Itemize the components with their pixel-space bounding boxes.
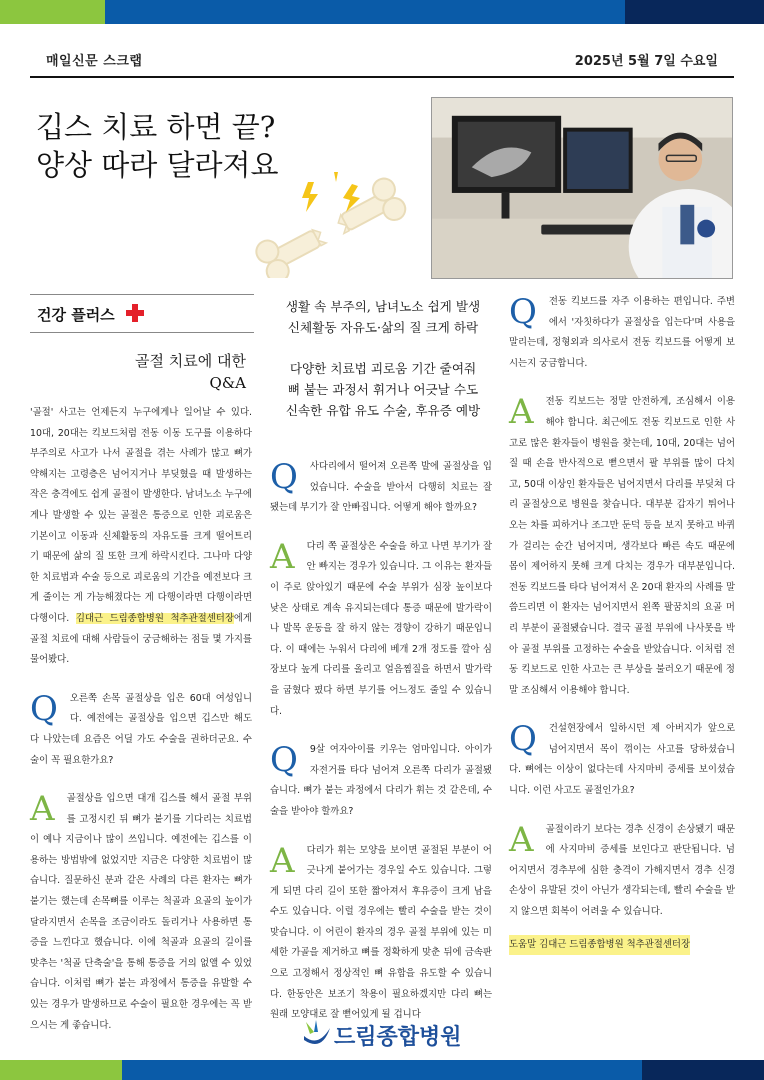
question-1 [30,689,252,771]
expert-credit: 도움말 김대근 드림종합병원 척추관절센터장 [509,935,690,956]
doctor-photo [431,97,733,279]
section-label: 건강 플러스 [37,306,115,324]
subheadline: 다양한 치료법 괴로움 기간 줄여줘 [289,361,477,376]
q-letter: Q [270,457,298,497]
header-divider [30,76,734,78]
answer-text: 골절상을 입으면 대개 깁스를 해서 골절 부위를 고정시킨 뒤 뼈가 붙기를 기다리는 치료법이 예나 지금이나 많이 쓰입니다. 예전에는 깁스를 이용하는 방법밖에 없었지만 지금은 다양한 치료법이 많습니다. 질문하신 분과 같은 사례의 다른 환자는 뼈가 붙기는 했는데 손목뼈를 이루는 척골과 요골의 높이가 달라지면서 손목을 조금이라도 돌리거나 사용하면 통증을 느낀다고 했습니다. 이에 척골과 요골의 길이를 맞추는 '척골 단축술'을 통해 통증을 거의 없앨 수 있었습니다. 이처럼 뼈가 붙는 과정에서 통증을 유발할 수 있는 경우가 발생하므로 수술이 필요한 경우에는 꼭 받으시는 게 좋습니다. [30,793,252,1031]
red-cross-icon [126,304,144,322]
answer-5 [509,820,735,923]
intro-text: '골절' 사고는 언제든지 누구에게나 일어날 수 있다. 10대, 20대는 킥보드처럼 전동 이동 도구를 이용하다 부주의로 사고가 나서 골절을 겪는 사례가 많고 뼈가 약해지는 고령층은 넘어지거나 부딪혔을 때 발생하는 작은 충격에도 쉽게 골절이 발생한다. 남녀노소 누구에게나 발생할 수 있는 골절은 통증으로 인한 괴로움은 기본이고 이동과 신체활동의 자유도를 크게 떨어트리기 때문에 삶의 질 또한 크게 하락시킨다. 그나마 다양한 치료법과 수술 등으로 괴로움의 기간을 예전보다 크게 줄이는 게 가능해졌다는 게 다행이라면 다행이라면 다행이다. [30,407,252,624]
hospital-name: 드림종합병원 [334,1024,462,1050]
subheadline: 생활 속 부주의, 남녀노소 쉽게 발생 [285,299,481,314]
section-top-rule [30,294,254,295]
answer-text: 다리가 휘는 모양을 보이면 골절된 부분이 어긋나게 붙어가는 경우일 수도 있습니다. 그렇게 되면 다리 길이 또한 짧아져서 후유증이 크게 남을수도 있습니다. 이럴 경우에는 빨리 수술을 받는 것이 맞습니다. 이 어린이 환자의 경우 골절 부위에 있는 미세한 가골을 제거하고 뼈를 정확하게 맞춘 뒤에 금속판으로 고정해서 정상적인 뼈 유합을 유도할 수 있습니다. 한동안은 보조기 착용이 필요하겠지만 다리 뼈는 원래 모양대로 잘 뻗어있게 될 겁니다 [270,844,492,1021]
intro-tail: 에게 골절 치료에 대해 사람들이 궁금해하는 점들 몇 가지를 물어봤다. [30,612,252,666]
hospital-logo-icon [302,1018,332,1052]
intro-paragraph [30,403,252,671]
answer-3 [270,841,492,1026]
a-letter: A [270,840,295,881]
question-4 [509,292,735,374]
column-3 [509,292,735,955]
a-letter: A [509,819,534,860]
q-letter: Q [509,719,537,760]
a-letter: A [270,536,295,577]
highlighted-name: 김대근 드림종합병원 척추관절센터장 [75,612,234,624]
question-text: 사다리에서 떨어져 오른쪽 발에 골절상을 입었습니다. 수술을 받아서 다행히 치료는 잘 됐는데 부기가 잘 안빠집니다. 어떻게 해야 할까요? [270,461,492,514]
question-3 [270,740,492,822]
publication-name: 매일신문 스크랩 [46,54,143,69]
question-text: 9살 여자아이를 키우는 엄마입니다. 아이가 자전거를 타다 넘어져 오른쪽 다리가 골절됐습니다. 뼈가 붙는 과정에서 다리가 휘는 것 같은데, 수술을 받아야 할까요? [270,744,492,817]
column-2 [270,457,492,1026]
subheadline: 신체활동 자유도·삶의 질 크게 하락 [287,320,479,335]
question-text: 건설현장에서 일하시던 제 아버지가 앞으로 넘어지면서 목이 꺾이는 사고를 당하셨습니다. 뼈에는 이상이 없다는데 사지마비 증세를 보이셨습니다. 이런 사고도 골절인가요? [509,723,735,797]
qa-title-line-1: 골절 치료에 대한 [135,352,246,370]
question-2 [270,457,492,519]
answer-1 [30,789,252,1036]
publication-date: 2025년 5월 7일 수요일 [574,54,718,69]
bottom-color-bar [0,1060,764,1080]
top-color-bar [0,0,764,24]
q-letter: Q [270,740,298,781]
subheadline: 신속한 유합 유도 수술, 후유증 예방 [285,403,481,418]
q-letter: Q [509,292,537,332]
qa-title [135,350,246,394]
answer-text: 골절이라기 보다는 경추 신경이 손상됐기 때문에 사지마비 증세를 보인다고 판단됩니다. 넘어지면서 경추부에 심한 충격이 가해지면서 경추 신경 손상이 유발된 것이 아닌가 생각되는데, 빨리 수술을 받지 않으면 회복이 어려울 수 있습니다. [509,823,735,918]
headline-line-2: 양상 따라 달라져요 [36,148,279,182]
broken-bone-illustration [248,168,418,278]
subheadline-block-2 [262,358,504,421]
headline [36,108,279,184]
q-letter: Q [30,688,58,729]
a-letter: A [30,789,55,830]
subheadline-block-1 [262,296,504,338]
answer-4 [509,392,735,701]
subheadlines [262,296,504,441]
question-text: 전동 킥보드를 자주 이용하는 편입니다. 주변에서 '자칫하다가 골절상을 입는다'며 사용을 말리는데, 정형외과 의사로서 전동 킥보드를 어떻게 보시는지 궁금합니다. [509,296,735,369]
question-5 [509,719,735,801]
section-bottom-rule [30,332,254,333]
column-1 [30,403,252,1036]
answer-text: 전동 킥보드는 정말 안전하게, 조심해서 이용해야 합니다. 최근에도 전동 킥보드로 인한 사고로 많은 환자들이 병원을 찾는데, 10대, 20대는 넘어질 때 손을 반사적으로 뻗으면서 팔 부위를 많이 다치고, 50대 이상인 환자들은 넘어지면서 다리를 부딪쳐 다리 골절상으로 병원을 찾습니다. 대부분 갑자기 튀어나오는 차를 피하거나 조그만 둔덕 등을 보지 못하고 바퀴가 걸리는 순간 넘어지며, 생각보다 빠른 속도 때문에 몸이 제어하지 못해 크게 다치는 경우가 대부분입니다. 전동 킥보드를 타다 넘어져서 온 20대 환자의 사례를 말씀드리면 이 환자는 넘어지면서 왼쪽 팔꿈치의 요골 머리 부분이 골절됐습니다. 결국 골절 부위에 나사못을 박아 골절 부위를 고정하는 수술을 받았습니다. 이처럼 전동 킥보드로 인한 사고는 큰 부상을 불러오기 때문에 정말 조심해서 이용해야 합니다. [509,396,735,696]
subheadline: 뼈 붙는 과정서 휘거나 어긋날 수도 [287,382,479,397]
qa-title-line-2: Q&A [209,374,246,392]
answer-text: 다리 쪽 골절상은 수술을 하고 나면 부기가 잘 안 빠지는 경우가 있습니다. 그 이유는 환자들이 주로 앉아있기 때문에 수술 부위가 심장 높이보다 낮은 상태로 계속 유지되는데다 통증 때문에 발가락이나 발목 운동을 잘 하지 않는 경향이 강하기 때문입니다. 이 때에는 누워서 다리에 베개 2개 정도를 깔아 심장보다 높게 다리를 올리고 얼음찜질을 하면서 발가락을 굽혔다 폈다 하면 부기를 어느정도 줄일 수 있습니다. [270,540,492,717]
a-letter: A [509,392,534,433]
headline-line-1: 깁스 치료 하면 끝? [36,110,276,144]
answer-2 [270,537,492,722]
question-text: 오른쪽 손목 골절상을 입은 60대 여성입니다. 예전에는 골절상을 입으면 깁스만 해도 다 나았는데 요즘은 어딜 가도 수술을 권하더군요. 수술이 꼭 필요한가요? [30,692,252,766]
hospital-logo [302,1015,462,1055]
